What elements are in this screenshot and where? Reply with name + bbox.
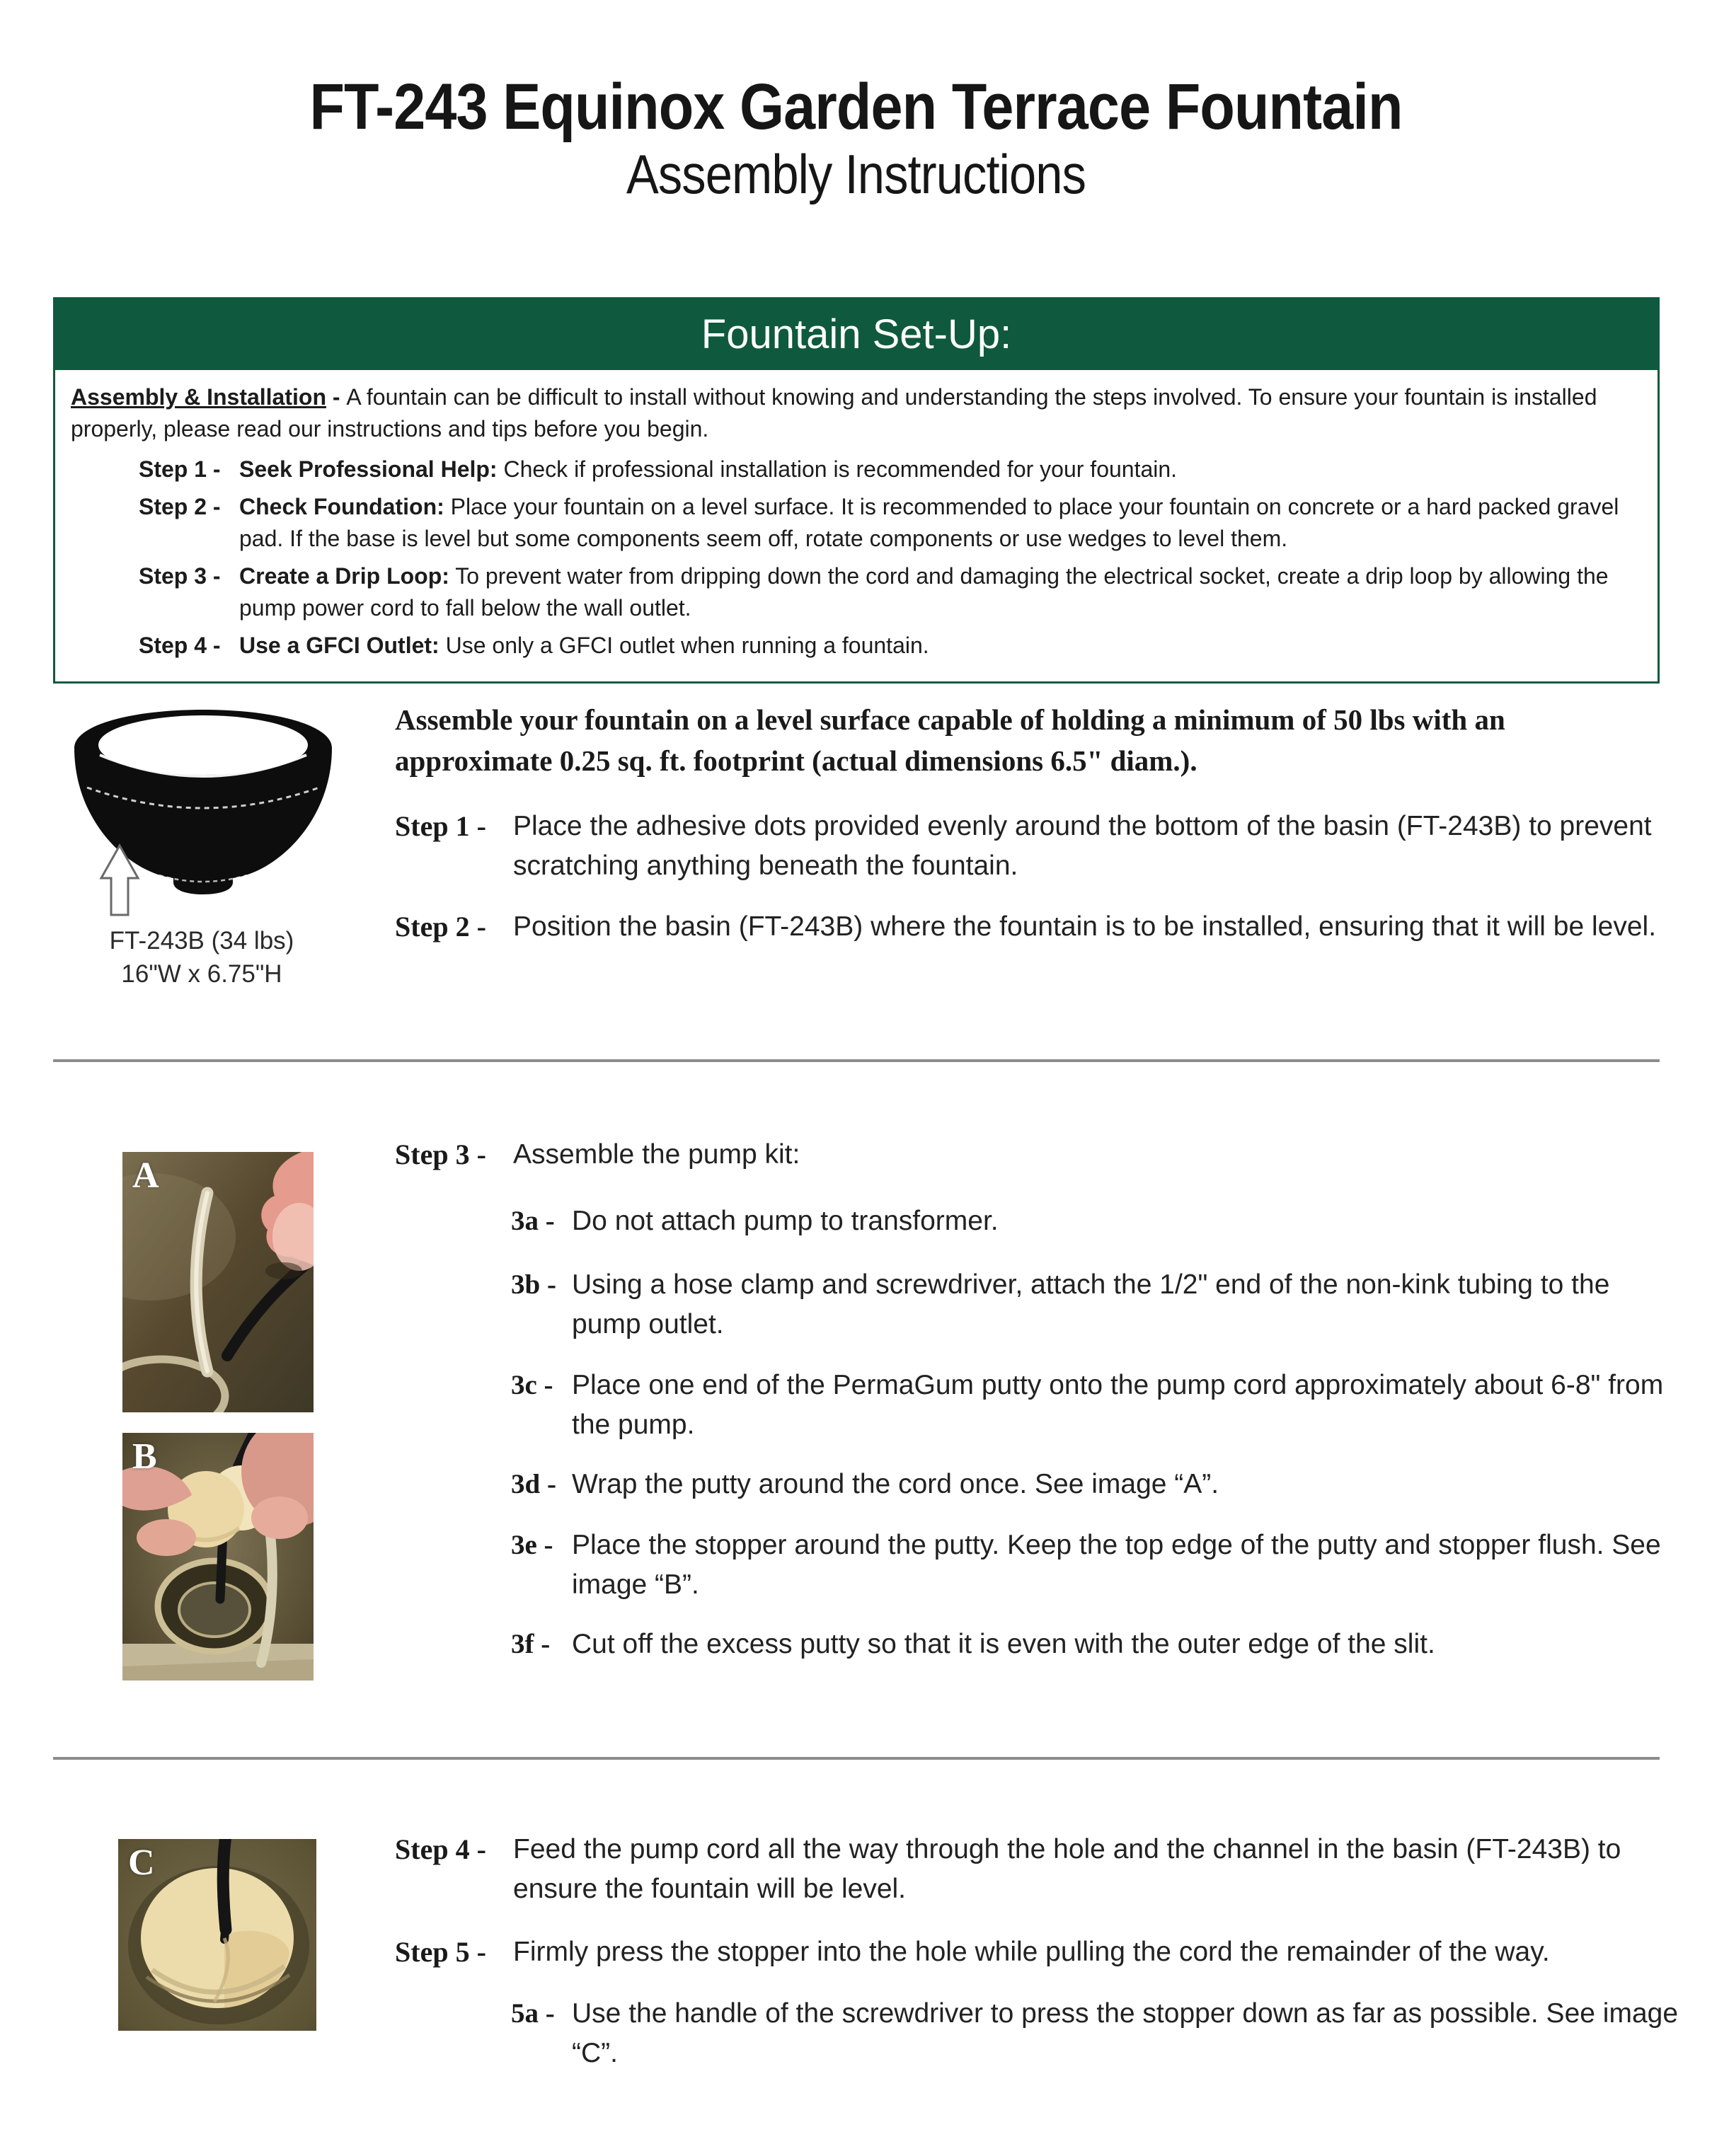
substep-3b-row (511, 1265, 1679, 1344)
substep-5a-text: Use the handle of the screwdriver to press the stopper down as far as possible. See image “C”. (572, 1998, 1679, 2068)
photo-a-label: A (132, 1155, 159, 1196)
setup-step-4 (71, 630, 1639, 662)
document-title (103, 71, 1609, 205)
substep-3e-text: Place the stopper around the putty. Keep the top edge of the putty and stopper flush. See image “B”. (572, 1530, 1661, 1600)
substep-3b-label: 3b - (511, 1269, 556, 1300)
step-3-label: Step 3 - (395, 1138, 486, 1170)
section-divider-2 (53, 1757, 1660, 1760)
basin-caption (53, 924, 350, 991)
setup-step-3-body: To prevent water from dripping down the cord and damaging the electrical socket, create a drip loop by allowing the pump power cord to fall below the wall outlet. (239, 563, 1609, 621)
basin-caption-dimensions: 16"W x 6.75"H (121, 960, 282, 988)
step-3-row (395, 1135, 1669, 1175)
photo-c-stopper-pressed (118, 1839, 316, 2031)
substep-3a-row (511, 1201, 1679, 1241)
substep-3c-row (511, 1366, 1679, 1445)
substep-5a-row (511, 1994, 1700, 2073)
setup-intro-text: A fountain can be difficult to install without knowing and understanding the steps involved. To ensure your fountain is installed properly, please read our instructions and tips before you begin. (71, 384, 1597, 442)
setup-step-3-bold: Create a Drip Loop: (239, 563, 449, 589)
setup-step-2-label: Step 2 - (139, 494, 221, 519)
substep-3d-row (511, 1465, 1679, 1504)
step-3-text: Assemble the pump kit: (513, 1139, 800, 1170)
section-divider-1 (53, 1059, 1660, 1062)
setup-intro-paragraph (71, 381, 1639, 445)
setup-box-header: Fountain Set-Up: (55, 299, 1658, 370)
substep-3a-text: Do not attach pump to transformer. (572, 1206, 999, 1236)
setup-step-1-label: Step 1 - (139, 456, 221, 482)
setup-step-2-bold: Check Foundation: (239, 494, 444, 519)
title-product-name: FT-243 Equinox Garden Terrace Fountain (309, 71, 1403, 143)
setup-step-1-text (239, 454, 1639, 485)
substep-3d-text: Wrap the putty around the cord once. See image “A”. (572, 1469, 1219, 1499)
step-4-text: Feed the pump cord all the way through the hole and the channel in the basin (FT-243B) to ensure the fountain will be level. (513, 1834, 1621, 1904)
step-2-text: Position the basin (FT-243B) where the fountain is to be installed, ensuring that it will be level. (513, 911, 1657, 942)
photo-b-stopper-on-putty (122, 1433, 314, 1681)
setup-step-2 (71, 491, 1639, 555)
setup-intro-label: Assembly & Installation (71, 384, 326, 410)
substep-3e-label: 3e - (511, 1530, 553, 1560)
step-2-row (395, 907, 1669, 947)
setup-intro-dash: - (326, 384, 347, 410)
setup-step-4-body: Use only a GFCI outlet when running a fountain. (439, 633, 929, 658)
substep-3c-text: Place one end of the PermaGum putty onto the pump cord approximately about 6-8" from the pump. (572, 1370, 1664, 1440)
setup-step-3-label: Step 3 - (139, 563, 221, 589)
substep-3f-text: Cut off the excess putty so that it is even with the outer edge of the slit. (572, 1629, 1435, 1659)
substep-3d-label: 3d - (511, 1469, 556, 1499)
photo-c-label: C (128, 1843, 155, 1883)
setup-step-4-label: Step 4 - (139, 633, 221, 658)
setup-step-4-bold: Use a GFCI Outlet: (239, 633, 440, 658)
title-subtitle: Assembly Instructions (626, 143, 1086, 206)
photo-b-label: B (132, 1436, 157, 1477)
assembly-surface-note: Assemble your fountain on a level surface capable of holding a minimum of 50 lbs with an approximate 0.25 sq. ft. footprint (actual dimensions 6.5" diam.). (395, 703, 1505, 777)
setup-box-body (55, 370, 1658, 681)
setup-step-3 (71, 560, 1639, 624)
substep-3c-label: 3c - (511, 1370, 553, 1400)
basin-drawing (67, 704, 340, 920)
step-5-label: Step 5 - (395, 1936, 486, 1968)
step-5-row (395, 1932, 1676, 1972)
setup-steps-list (71, 454, 1639, 662)
setup-step-2-text (239, 491, 1639, 555)
step-4-row (395, 1830, 1676, 1909)
substep-3f-row (511, 1625, 1679, 1664)
setup-step-2-body: Place your fountain on a level surface. It is recommended to place your fountain on concrete or a hard packed gravel pad. If the base is level but some components seem off, rotate components or use wedges to level them. (239, 494, 1619, 551)
step-4-label: Step 4 - (395, 1833, 486, 1865)
step-1-row (395, 807, 1669, 886)
setup-step-3-text (239, 560, 1639, 624)
setup-step-4-text (239, 630, 1639, 662)
setup-step-1-body: Check if professional installation is recommended for your fountain. (497, 456, 1178, 482)
basin-figure-icon (67, 704, 340, 920)
photo-a-putty-on-cord (122, 1152, 314, 1412)
step-1-text: Place the adhesive dots provided evenly around the bottom of the basin (FT-243B) to prevent scratching anything beneath the fountain. (513, 811, 1652, 881)
substep-5a-label: 5a - (511, 1998, 555, 2029)
setup-step-1-bold: Seek Professional Help: (239, 456, 498, 482)
substep-3e-row (511, 1526, 1679, 1605)
step-1-label: Step 1 - (395, 810, 486, 842)
basin-caption-model: FT-243B (34 lbs) (109, 927, 294, 955)
step-5-text: Firmly press the stopper into the hole while pulling the cord the remainder of the way. (513, 1937, 1550, 1967)
setup-step-1 (71, 454, 1639, 485)
substep-3f-label: 3f - (511, 1629, 551, 1659)
step-2-label: Step 2 - (395, 911, 486, 942)
fountain-setup-box (53, 297, 1660, 684)
substep-3a-label: 3a - (511, 1206, 555, 1236)
substep-3b-text: Using a hose clamp and screwdriver, attach the 1/2" end of the non-kink tubing to the pump outlet. (572, 1269, 1610, 1339)
